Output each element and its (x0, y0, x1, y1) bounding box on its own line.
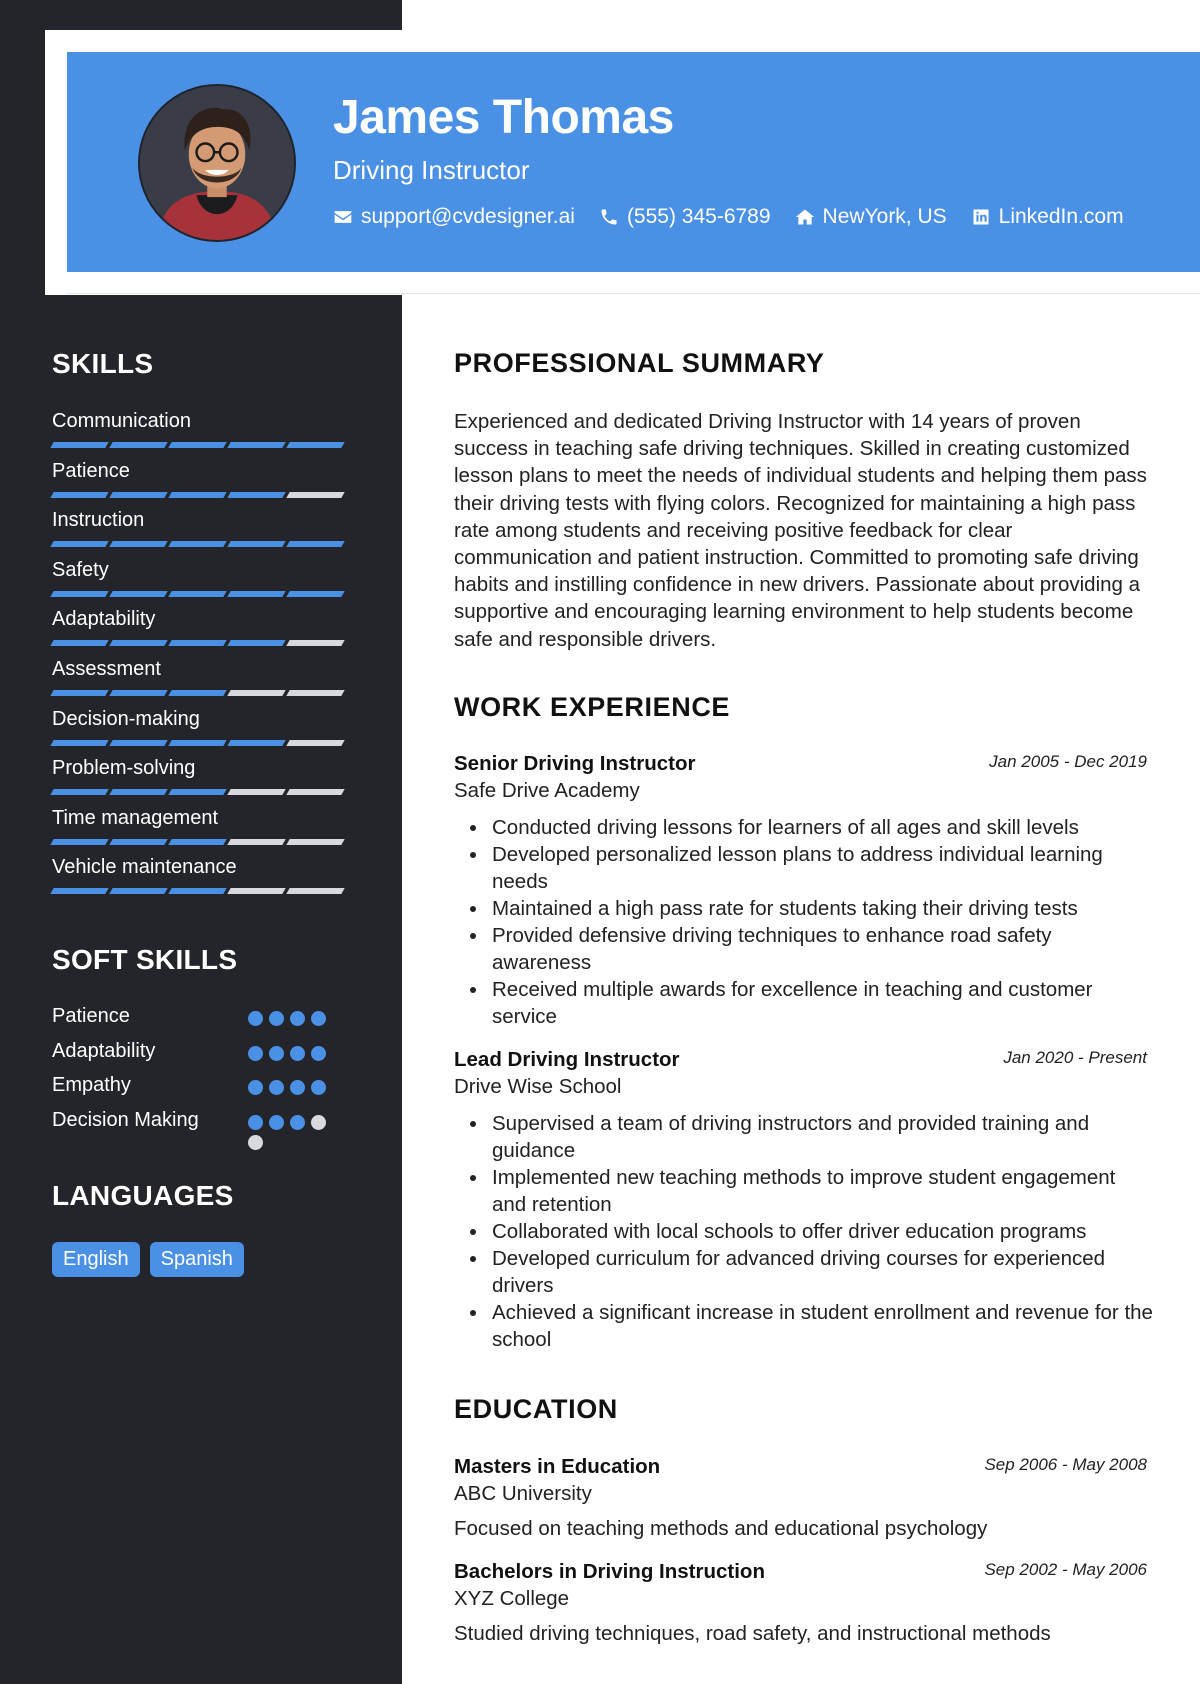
degree-title: Bachelors in Driving Instruction (454, 1560, 765, 1583)
company-name: Drive Wise School (454, 1075, 622, 1098)
soft-skill-item (52, 1040, 352, 1075)
rating-segment (50, 888, 108, 894)
rating-dot (311, 1011, 326, 1026)
skill-item (52, 557, 348, 607)
soft-skill-label: Patience (52, 1005, 130, 1027)
skill-label: Communication (52, 410, 191, 432)
rating-segment (109, 492, 167, 498)
list-item: Conducted driving lessons for learners of all ages and skill levels (454, 814, 1154, 841)
rating-segment (168, 740, 226, 746)
avatar (138, 84, 296, 242)
company-name: Safe Drive Academy (454, 779, 640, 802)
job-title: Lead Driving Instructor (454, 1048, 680, 1071)
soft-skill-label: Adaptability (52, 1039, 156, 1062)
rating-segment (168, 789, 226, 795)
list-item: Supervised a team of driving instructors and provided training and guidance (454, 1110, 1154, 1164)
rating-dot (269, 1046, 284, 1061)
rating-segment (286, 888, 344, 894)
skill-item (52, 507, 348, 557)
skill-label: Adaptability (52, 608, 156, 631)
language-badge: Spanish (150, 1242, 244, 1277)
education-dates: Sep 2006 - May 2008 (984, 1455, 1147, 1474)
languages-list (52, 1242, 244, 1277)
rating-dot (248, 1135, 263, 1150)
rating-segment (50, 541, 108, 547)
rating-dot (248, 1080, 263, 1095)
job-bullets (454, 814, 1154, 1030)
contact-list (333, 205, 1124, 229)
school-name: ABC University (454, 1482, 592, 1505)
rating-segment (168, 640, 226, 646)
rating-segment (50, 839, 108, 845)
education-description: Focused on teaching methods and educational psychology (454, 1517, 988, 1540)
rating-dot (269, 1080, 284, 1095)
rating-segment (109, 888, 167, 894)
skill-item (52, 606, 348, 656)
contact-phone[interactable] (599, 205, 771, 229)
rating-segment (286, 740, 344, 746)
rating-segment (286, 492, 344, 498)
skill-item (52, 854, 348, 904)
soft-skill-item (52, 1005, 352, 1040)
skill-rating-bar (52, 839, 348, 845)
rating-segment (109, 442, 167, 448)
job-title: Senior Driving Instructor (454, 752, 696, 775)
soft-skills-heading: SOFT SKILLS (52, 944, 238, 975)
rating-dot (269, 1011, 284, 1026)
email-text: support@cvdesigner.ai (361, 205, 575, 228)
soft-skill-rating (248, 1046, 332, 1061)
skill-rating-bar (52, 740, 348, 746)
summary-heading: PROFESSIONAL SUMMARY (454, 348, 825, 378)
phone-icon (599, 207, 619, 227)
skill-label: Vehicle maintenance (52, 856, 237, 879)
list-item: Developed personalized lesson plans to address individual learning needs (454, 841, 1154, 895)
list-item: Received multiple awards for excellence in teaching and customer service (454, 976, 1154, 1030)
header-divider (67, 293, 1200, 294)
degree-title: Masters in Education (454, 1455, 661, 1478)
linkedin-text: LinkedIn.com (998, 205, 1124, 228)
profile-photo (140, 86, 294, 240)
contact-email[interactable] (333, 205, 575, 229)
rating-segment (168, 442, 226, 448)
rating-segment (168, 541, 226, 547)
contact-linkedin[interactable] (971, 205, 1124, 229)
skill-rating-bar (52, 541, 348, 547)
skill-rating-bar (52, 442, 348, 448)
skill-label: Assessment (52, 657, 161, 680)
skill-label: Patience (52, 459, 130, 482)
rating-segment (109, 541, 167, 547)
soft-skill-rating (248, 1011, 332, 1026)
rating-dot (311, 1046, 326, 1061)
rating-dot (290, 1046, 305, 1061)
linkedin-icon (971, 207, 991, 227)
list-item: Collaborated with local schools to offer driver education programs (454, 1218, 1154, 1245)
skill-rating-bar (52, 492, 348, 498)
rating-segment (109, 591, 167, 597)
skill-label: Decision-making (52, 707, 200, 730)
soft-skill-label: Empathy (52, 1074, 131, 1096)
skill-rating-bar (52, 591, 348, 597)
job-title: Driving Instructor (333, 155, 530, 185)
rating-segment (286, 591, 344, 597)
rating-segment (227, 690, 285, 696)
languages-heading: LANGUAGES (52, 1180, 234, 1211)
rating-segment (227, 541, 285, 547)
soft-skill-rating (248, 1115, 332, 1150)
home-icon (795, 207, 815, 227)
rating-segment (109, 640, 167, 646)
list-item: Provided defensive driving techniques to enhance road safety awareness (454, 922, 1154, 976)
experience-heading: WORK EXPERIENCE (454, 692, 731, 722)
rating-dot (290, 1011, 305, 1026)
rating-segment (227, 839, 285, 845)
rating-segment (286, 789, 344, 795)
school-name: XYZ College (454, 1587, 570, 1610)
rating-segment (109, 740, 167, 746)
rating-segment (168, 690, 226, 696)
rating-segment (50, 789, 108, 795)
rating-segment (50, 442, 108, 448)
skills-list (52, 408, 348, 904)
rating-segment (227, 442, 285, 448)
rating-dot (290, 1080, 305, 1095)
job-bullets (454, 1110, 1154, 1353)
rating-segment (109, 690, 167, 696)
job-dates: Jan 2020 - Present (1003, 1048, 1147, 1067)
skill-rating-bar (52, 690, 348, 696)
rating-segment (168, 492, 226, 498)
soft-skill-item (52, 1074, 352, 1109)
skill-item (52, 805, 348, 855)
rating-dot (269, 1115, 284, 1130)
rating-segment (168, 591, 226, 597)
contact-location (795, 205, 947, 229)
rating-segment (50, 690, 108, 696)
skill-label: Instruction (52, 509, 145, 532)
rating-segment (168, 888, 226, 894)
list-item: Implemented new teaching methods to improve student engagement and retention (454, 1164, 1154, 1218)
rating-segment (286, 690, 344, 696)
skill-item (52, 408, 348, 458)
rating-dot (248, 1011, 263, 1026)
skill-label: Time management (52, 806, 218, 829)
rating-segment (286, 640, 344, 646)
language-badge: English (52, 1242, 140, 1277)
envelope-icon (333, 207, 353, 227)
job-dates: Jan 2005 - Dec 2019 (989, 752, 1147, 771)
skill-rating-bar (52, 888, 348, 894)
rating-segment (227, 888, 285, 894)
skill-item (52, 458, 348, 508)
rating-dot (248, 1115, 263, 1130)
soft-skills-list (52, 1005, 352, 1143)
phone-text: (555) 345-6789 (626, 205, 771, 228)
rating-segment (286, 541, 344, 547)
rating-segment (227, 640, 285, 646)
rating-segment (50, 492, 108, 498)
skill-item (52, 706, 348, 756)
education-description: Studied driving techniques, road safety, and instructional methods (454, 1622, 1051, 1645)
location-text: NewYork, US (822, 205, 947, 228)
rating-dot (290, 1115, 305, 1130)
rating-dot (248, 1046, 263, 1061)
rating-segment (227, 740, 285, 746)
candidate-name: James Thomas (333, 91, 674, 144)
skills-heading: SKILLS (52, 348, 154, 379)
skill-item (52, 656, 348, 706)
rating-segment (50, 640, 108, 646)
skill-rating-bar (52, 789, 348, 795)
rating-dot (311, 1115, 326, 1130)
skill-rating-bar (52, 640, 348, 646)
skill-label: Safety (52, 558, 109, 581)
soft-skill-rating (248, 1080, 332, 1095)
rating-dot (311, 1080, 326, 1095)
rating-segment (109, 789, 167, 795)
summary-text: Experienced and dedicated Driving Instructor with 14 years of proven success in teaching safe driving techniques. Skilled in creating customized lesson plans to meet the needs of individual students and helping them pass their driving tests with flying colors. Recognized for maintaining a high pass rate among students and receiving positive feedback for clear communication and patient instruction. Committed to promoting safe driving habits and instilling confidence in new drivers. Passionate about providing a supportive and encouraging learning environment to help students become safe and responsible drivers. (454, 410, 1147, 651)
rating-segment (50, 591, 108, 597)
education-heading: EDUCATION (454, 1394, 618, 1424)
rating-segment (168, 839, 226, 845)
soft-skill-item (52, 1109, 352, 1144)
rating-segment (227, 591, 285, 597)
skill-label: Problem-solving (52, 757, 196, 780)
skill-item (52, 755, 348, 805)
rating-segment (227, 789, 285, 795)
list-item: Maintained a high pass rate for students taking their driving tests (454, 895, 1154, 922)
list-item: Achieved a significant increase in student enrollment and revenue for the school (454, 1299, 1154, 1353)
rating-segment (286, 442, 344, 448)
rating-segment (286, 839, 344, 845)
soft-skill-label: Decision Making (52, 1108, 199, 1131)
rating-segment (50, 740, 108, 746)
list-item: Developed curriculum for advanced driving courses for experienced drivers (454, 1245, 1154, 1299)
rating-segment (227, 492, 285, 498)
education-dates: Sep 2002 - May 2006 (984, 1560, 1147, 1579)
rating-segment (109, 839, 167, 845)
